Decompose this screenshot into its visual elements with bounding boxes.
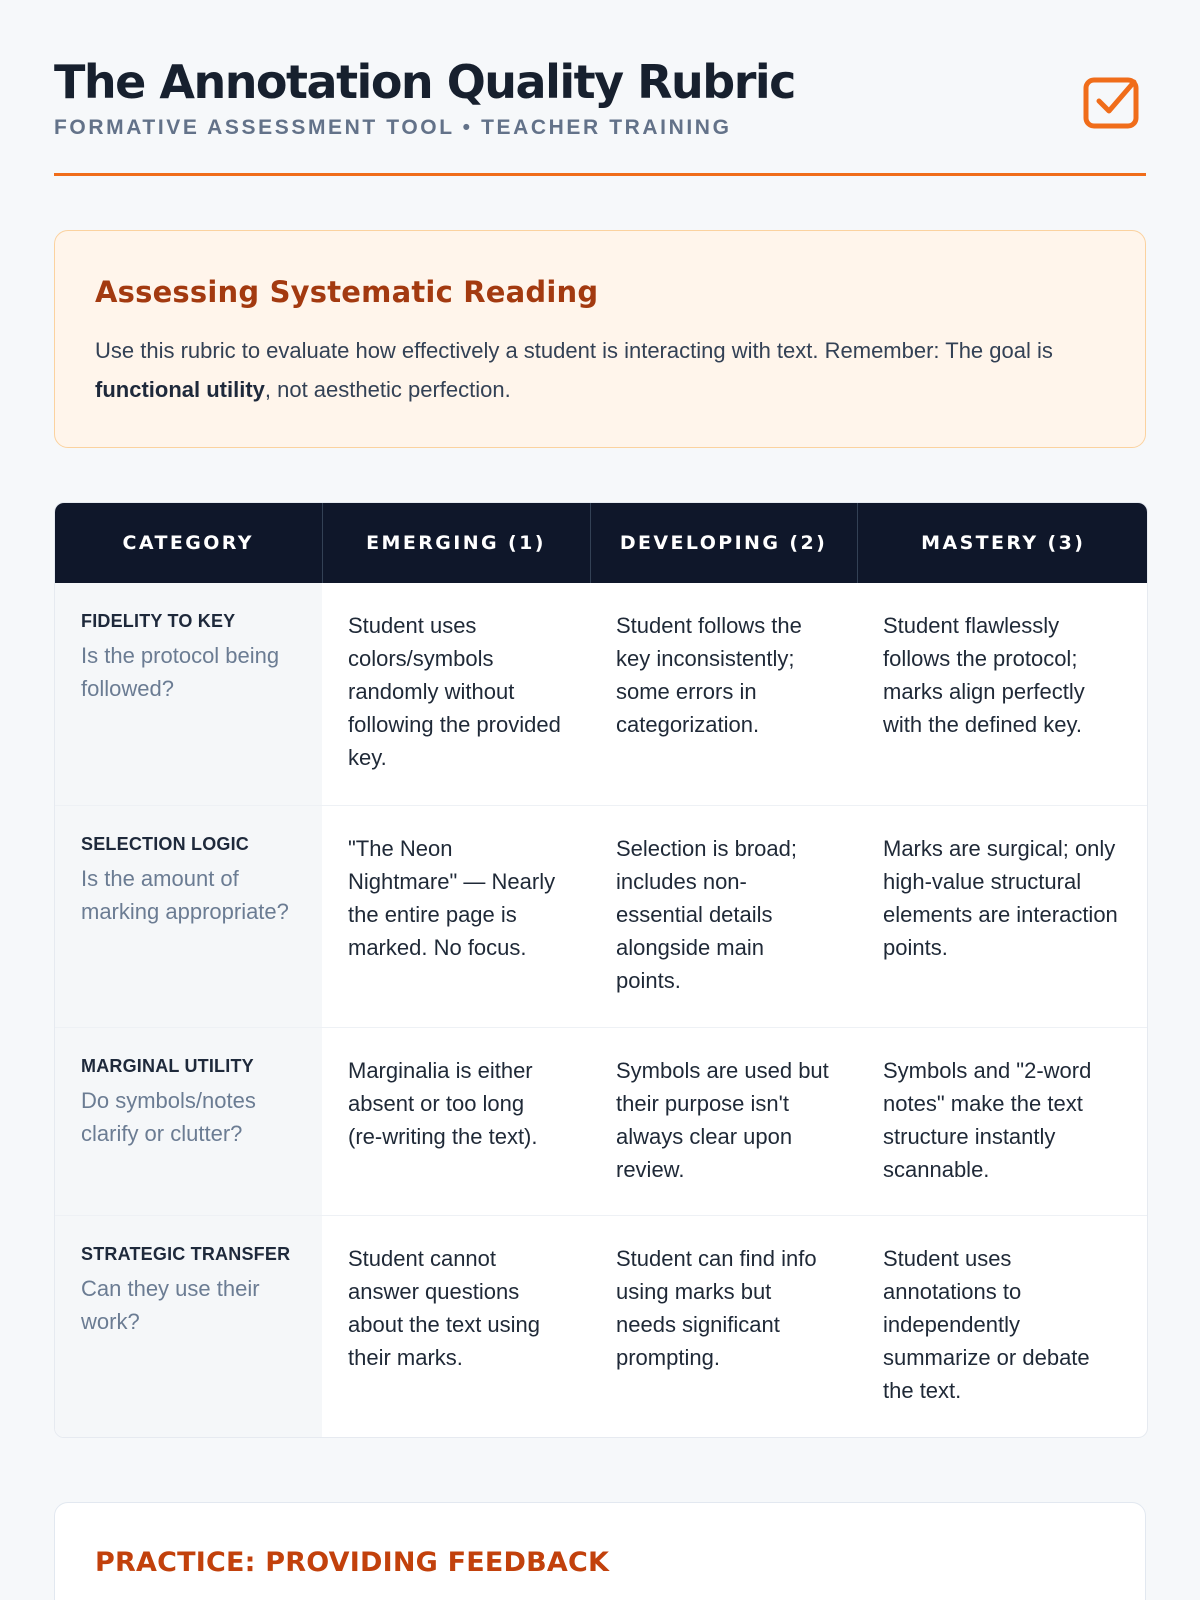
category-name: MARGINAL UTILITY bbox=[81, 1055, 254, 1076]
intro-text-bold: functional utility bbox=[95, 377, 265, 402]
emerging-cell: Student uses colors/symbols randomly without following the provided key. bbox=[348, 613, 561, 770]
header-emerging: EMERGING (1) bbox=[322, 503, 590, 583]
page-subtitle: FORMATIVE ASSESSMENT TOOL • TEACHER TRAINING bbox=[54, 116, 732, 139]
developing-cell: Student can find info using marks but needs significant prompting. bbox=[590, 1215, 857, 1437]
rubric-table bbox=[54, 502, 1148, 1438]
table-header-row bbox=[55, 503, 1148, 583]
header-mastery: MASTERY (3) bbox=[857, 503, 1148, 583]
category-cell bbox=[55, 1215, 322, 1437]
category-name: SELECTION LOGIC bbox=[81, 833, 250, 854]
developing-cell: Selection is broad; includes non-essential details alongside main points. bbox=[590, 805, 857, 1027]
intro-text bbox=[95, 331, 1105, 409]
header-category: CATEGORY bbox=[55, 503, 322, 583]
header-developing: DEVELOPING (2) bbox=[590, 503, 857, 583]
intro-callout bbox=[54, 230, 1146, 448]
category-question: Can they use their work? bbox=[81, 1275, 260, 1334]
category-name: STRATEGIC TRANSFER bbox=[81, 1243, 291, 1264]
category-cell bbox=[55, 583, 322, 805]
category-question: Is the amount of marking appropriate? bbox=[81, 865, 289, 924]
table-row bbox=[55, 583, 1148, 805]
mastery-cell: Student uses annotations to independently summarize or debate the text. bbox=[857, 1215, 1148, 1437]
category-name: FIDELITY TO KEY bbox=[81, 611, 236, 631]
intro-text-start: Use this rubric to evaluate how effectively a student is interacting with text. Remember: The goal is bbox=[95, 338, 1053, 363]
intro-text-end: , not aesthetic perfection. bbox=[264, 377, 511, 402]
practice-section bbox=[54, 1502, 1146, 1600]
intro-title: Assessing Systematic Reading bbox=[95, 275, 599, 309]
table-row bbox=[55, 1027, 1148, 1215]
page-title: The Annotation Quality Rubric bbox=[54, 55, 795, 109]
mastery-cell: Marks are surgical; only high-value structural elements are interaction points. bbox=[857, 805, 1148, 1027]
developing-cell: Student follows the key inconsistently; some errors in categorization. bbox=[616, 613, 802, 737]
emerging-cell: "The Neon Nightmare" — Nearly the entire page is marked. No focus. bbox=[322, 805, 590, 1027]
page-header bbox=[54, 0, 1146, 176]
emerging-cell: Student cannot answer questions about the text using their marks. bbox=[322, 1215, 590, 1437]
table-row bbox=[55, 805, 1148, 1027]
practice-title: PRACTICE: PROVIDING FEEDBACK bbox=[95, 1547, 610, 1578]
table-row bbox=[55, 1215, 1148, 1437]
category-question: Do symbols/notes clarify or clutter? bbox=[81, 1087, 256, 1146]
category-cell bbox=[55, 1027, 322, 1215]
checkbox-icon bbox=[1082, 70, 1144, 132]
developing-cell: Symbols are used but their purpose isn't always clear upon review. bbox=[590, 1027, 857, 1215]
category-question: Is the protocol being followed? bbox=[81, 643, 280, 701]
mastery-cell: Student flawlessly follows the protocol; marks align perfectly with the defined key. bbox=[883, 613, 1085, 737]
category-cell bbox=[55, 805, 322, 1027]
emerging-cell: Marginalia is either absent or too long (re-writing the text). bbox=[322, 1027, 590, 1215]
mastery-cell: Symbols and "2-word notes" make the text structure instantly scannable. bbox=[857, 1027, 1148, 1215]
